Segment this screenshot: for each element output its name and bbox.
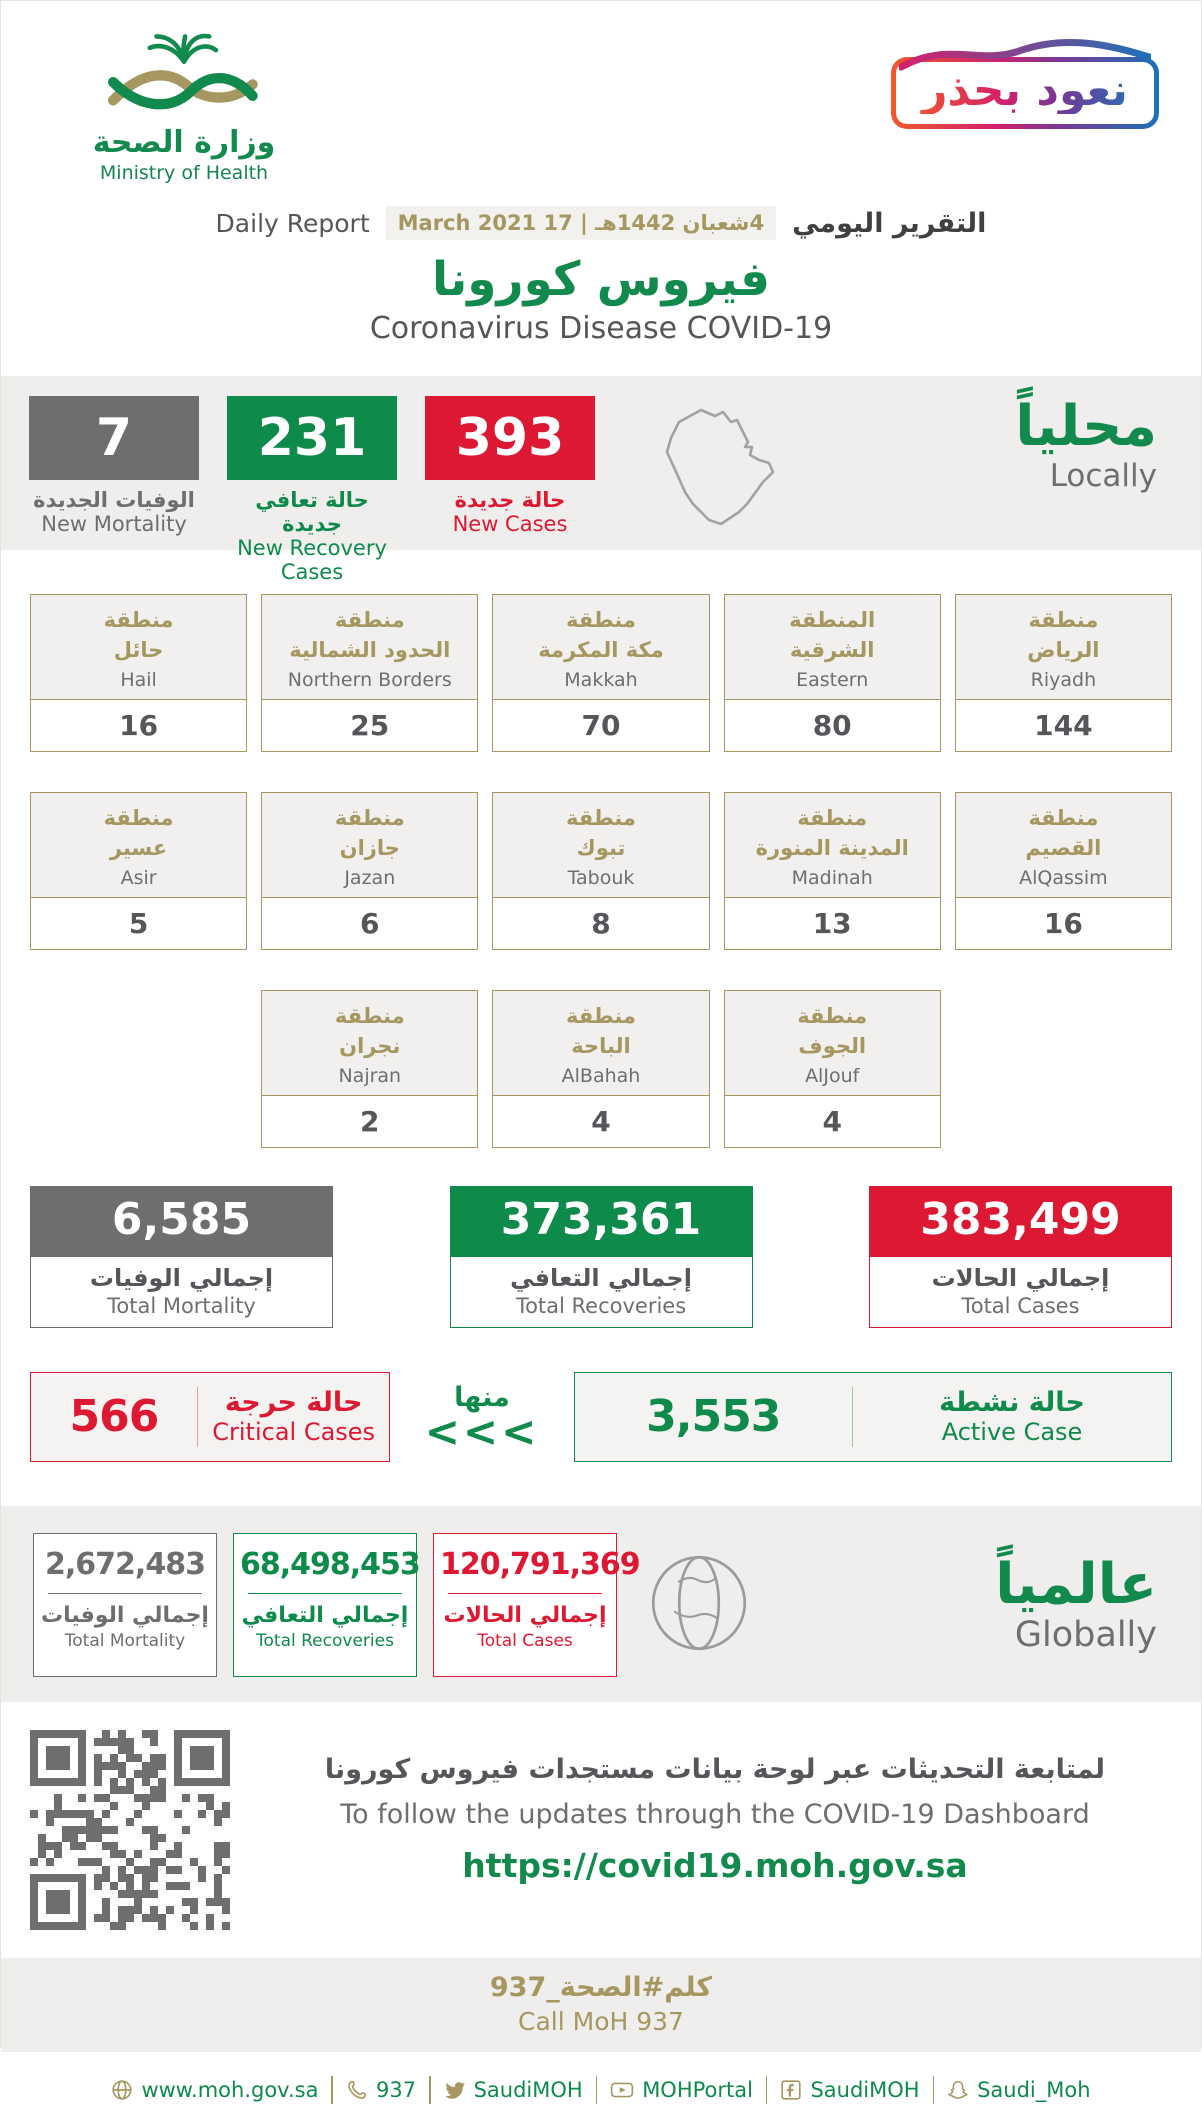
region-header xyxy=(956,793,1171,898)
total-label-english: Total Cases xyxy=(961,1293,1080,1318)
region-name-arabic-line2: الباحة xyxy=(571,1034,631,1059)
footer-item-text: SaudiMOH xyxy=(473,2077,583,2102)
region-box xyxy=(261,990,478,1148)
footer-separator xyxy=(596,2076,598,2104)
footer-separator xyxy=(766,2076,768,2104)
total-labels xyxy=(30,1257,333,1328)
region-name-english: Asir xyxy=(120,866,157,889)
active-cases-value: 3,553 xyxy=(646,1391,781,1443)
new-stat-value: 231 xyxy=(227,396,397,480)
page-title-arabic: فيروس كورونا xyxy=(432,252,770,307)
total-labels xyxy=(869,1257,1172,1328)
region-header xyxy=(725,991,940,1096)
globally-title-arabic: عالمياً xyxy=(995,1551,1157,1617)
region-new-cases-value: 13 xyxy=(812,906,852,940)
footer-item-937[interactable] xyxy=(346,2078,416,2102)
badge-text: نعود بحذر xyxy=(906,68,1144,114)
region-header xyxy=(262,991,477,1096)
region-box xyxy=(30,792,247,950)
total-box xyxy=(450,1186,753,1328)
total-label-arabic: إجمالي الحالات xyxy=(931,1263,1110,1292)
region-new-cases-value: 16 xyxy=(119,708,159,742)
footer-separator xyxy=(933,2076,935,2104)
total-label-arabic: إجمالي التعافي xyxy=(510,1263,692,1292)
locally-title xyxy=(1015,396,1157,494)
region-header xyxy=(262,793,477,898)
region-name-english: Tabouk xyxy=(567,866,635,889)
globally-title xyxy=(995,1551,1157,1656)
facebook-icon xyxy=(780,2079,802,2101)
global-total-label-english: Total Mortality xyxy=(64,1631,186,1652)
locally-new-stats xyxy=(29,396,623,584)
total-value: 383,499 xyxy=(869,1186,1172,1257)
global-totals xyxy=(33,1533,640,1677)
region-new-cases-value: 4 xyxy=(822,1104,842,1138)
divider xyxy=(248,1593,402,1595)
region-name-arabic-line2: الرياض xyxy=(1027,638,1100,663)
footer-item-text: SaudiMOH xyxy=(810,2077,920,2102)
region-name-arabic-line1: منطقة xyxy=(334,805,405,830)
region-new-cases-value: 4 xyxy=(591,1104,611,1138)
logo-title-english: Ministry of Health xyxy=(99,162,269,184)
global-total-label-arabic: إجمالي التعافي xyxy=(241,1603,409,1629)
logo-title-arabic: وزارة الصحة xyxy=(92,125,276,160)
region-name-arabic-line2: الجوف xyxy=(798,1034,867,1059)
new-stat-box xyxy=(29,396,199,584)
total-label-english: Total Mortality xyxy=(107,1293,256,1318)
divider xyxy=(448,1593,602,1595)
region-name-arabic-line2: عسير xyxy=(109,836,168,861)
global-total-box xyxy=(33,1533,217,1677)
region-name-arabic-line2: الحدود الشمالية xyxy=(289,638,451,663)
region-name-english: Madinah xyxy=(791,866,873,889)
phone-icon xyxy=(346,2079,368,2101)
region-name-arabic-line2: مكة المكرمة xyxy=(538,638,664,663)
call-moh-english: Call MoH 937 xyxy=(518,2006,684,2036)
locally-section xyxy=(1,376,1201,584)
global-total-value: 2,672,483 xyxy=(45,1546,205,1582)
globe-icon xyxy=(647,1551,751,1659)
region-name-arabic-line1: منطقة xyxy=(103,608,174,632)
header xyxy=(1,1,1201,184)
dashboard-section xyxy=(30,1730,1172,1930)
local-totals xyxy=(30,1186,1172,1328)
saudi-map-icon xyxy=(631,400,806,539)
globally-section xyxy=(1,1506,1201,1702)
report-line xyxy=(1,206,1201,240)
badge-swoosh-icon xyxy=(899,31,1151,75)
region-new-cases-value: 144 xyxy=(1034,708,1093,742)
footer-item-text: www.moh.gov.sa xyxy=(141,2077,319,2102)
region-box xyxy=(261,792,478,950)
locally-title-arabic: محلياً xyxy=(1015,394,1157,459)
region-box xyxy=(261,594,478,752)
region-name-arabic-line2: جازان xyxy=(339,836,400,861)
region-new-cases-value: 16 xyxy=(1043,906,1083,940)
page-title-english: Coronavirus Disease COVID-19 xyxy=(369,311,833,346)
youtube-icon xyxy=(610,2079,634,2101)
region-name-english: AlQassim xyxy=(1019,866,1108,889)
qr-code xyxy=(30,1730,230,1930)
region-new-cases-value: 8 xyxy=(591,906,611,940)
region-box xyxy=(492,792,709,950)
global-total-box xyxy=(433,1533,640,1677)
total-labels xyxy=(450,1257,753,1328)
snapchat-icon xyxy=(947,2079,969,2101)
region-name-arabic-line1: منطقة xyxy=(797,805,868,830)
new-stat-box xyxy=(425,396,595,584)
region-header xyxy=(493,793,708,898)
global-total-value: 120,791,369 xyxy=(440,1546,640,1582)
new-stat-value: 393 xyxy=(425,396,595,480)
region-name-arabic-line1: منطقة xyxy=(566,608,636,632)
call-moh-band xyxy=(1,1958,1201,2052)
region-name-arabic-line2: تبوك xyxy=(576,836,626,861)
new-stat-label-english: New Recovery Cases xyxy=(237,536,387,584)
twitter-icon xyxy=(444,2079,466,2101)
region-name-arabic-line2: حائل xyxy=(113,638,164,663)
new-stat-label-english: New Mortality xyxy=(41,512,187,536)
new-stat-label-arabic: حالة جديدة xyxy=(454,488,566,512)
region-name-arabic-line1: منطقة xyxy=(566,805,636,830)
divider xyxy=(48,1593,202,1595)
region-box xyxy=(955,594,1172,752)
of-which-indicator xyxy=(402,1382,562,1457)
dashboard-line-english: To follow the updates through the COVID-19 Dashboard xyxy=(340,1798,1090,1830)
return-with-caution-badge xyxy=(891,57,1159,129)
region-new-cases-value: 80 xyxy=(812,708,852,742)
region-name-english: Jazan xyxy=(344,866,396,889)
region-box xyxy=(30,594,247,752)
active-cases-label-english: Active Case xyxy=(941,1418,1083,1447)
left-arrows-icon: <<< xyxy=(424,1407,540,1457)
call-moh-arabic: كلم#الصحة_937 xyxy=(489,1971,713,2003)
region-name-arabic-line1: منطقة xyxy=(103,805,174,830)
critical-cases-box xyxy=(30,1372,390,1462)
region-header xyxy=(31,595,246,700)
region-name-arabic-line1: منطقة xyxy=(334,608,405,632)
critical-active-row xyxy=(30,1372,1172,1462)
critical-cases-label-arabic: حالة حرجة xyxy=(224,1387,363,1419)
footer-item-saudimoh[interactable] xyxy=(444,2078,583,2102)
global-total-label-arabic: إجمالي الحالات xyxy=(443,1603,607,1629)
region-name-arabic-line1: المنطقة xyxy=(789,608,876,632)
footer-item-text: MOHPortal xyxy=(642,2077,753,2102)
moh-logo-mark-icon xyxy=(104,27,264,119)
region-new-cases-value: 70 xyxy=(581,708,621,742)
region-name-english: Hail xyxy=(120,668,157,691)
total-box xyxy=(30,1186,333,1328)
region-box xyxy=(724,594,941,752)
footer-item-saudimoh[interactable] xyxy=(780,2078,919,2102)
new-stat-label-arabic: حالة تعافي جديدة xyxy=(255,488,369,536)
region-name-arabic-line1: منطقة xyxy=(1028,608,1099,632)
dashboard-url-link[interactable]: https://covid19.moh.gov.sa xyxy=(462,1845,968,1885)
region-name-arabic-line2: الشرقية xyxy=(789,638,875,663)
region-name-english: Eastern xyxy=(796,668,869,691)
total-label-arabic: إجمالي الوفيات xyxy=(89,1263,274,1292)
region-header xyxy=(725,793,940,898)
region-name-arabic-line2: القصيم xyxy=(1025,836,1102,861)
total-label-english: Total Recoveries xyxy=(515,1293,687,1318)
global-total-label-english: Total Cases xyxy=(477,1631,573,1652)
daily-report-label: Daily Report xyxy=(215,208,370,238)
daily-report-label-arabic: التقرير اليومي xyxy=(792,207,987,239)
footer-separator xyxy=(331,2076,333,2104)
region-name-english: AlJouf xyxy=(805,1064,860,1087)
new-stat-box xyxy=(227,396,397,584)
new-stat-label-english: New Cases xyxy=(452,512,568,536)
new-stat-value: 7 xyxy=(29,396,199,480)
region-name-english: Najran xyxy=(338,1064,402,1087)
region-name-arabic-line2: نجران xyxy=(339,1034,401,1059)
region-header xyxy=(31,793,246,898)
regions-grid xyxy=(30,594,1172,1148)
total-box xyxy=(869,1186,1172,1328)
region-new-cases-value: 25 xyxy=(350,708,390,742)
region-name-arabic-line1: منطقة xyxy=(334,1003,405,1028)
region-box xyxy=(955,792,1172,950)
region-header xyxy=(956,595,1171,700)
region-box xyxy=(492,594,709,752)
moh-logo xyxy=(79,27,289,184)
region-new-cases-value: 6 xyxy=(360,906,380,940)
report-date: 4شعبان 1442هـ | 17 March 2021 xyxy=(386,206,776,240)
region-header xyxy=(262,595,477,700)
global-total-value: 68,498,453 xyxy=(240,1546,420,1582)
region-name-arabic-line1: منطقة xyxy=(566,1003,636,1028)
footer-item-www.moh.gov.sa[interactable] xyxy=(111,2078,318,2102)
critical-cases-label-english: Critical Cases xyxy=(212,1418,376,1447)
region-new-cases-value: 2 xyxy=(360,1104,380,1138)
region-new-cases-value: 5 xyxy=(128,906,149,940)
of-which-label: منها xyxy=(454,1382,510,1414)
region-header xyxy=(493,991,708,1096)
total-value: 373,361 xyxy=(450,1186,753,1257)
region-box xyxy=(724,990,941,1148)
region-name-english: AlBahah xyxy=(561,1064,641,1087)
globally-title-english: Globally xyxy=(1014,1615,1157,1656)
locally-title-english: Locally xyxy=(1049,457,1157,494)
region-name-arabic-line1: منطقة xyxy=(797,1003,868,1028)
active-cases-label-arabic: حالة نشطة xyxy=(939,1387,1085,1419)
region-header xyxy=(725,595,940,700)
region-box xyxy=(724,792,941,950)
global-total-label-arabic: إجمالي الوفيات xyxy=(41,1603,209,1629)
footer-item-saudi_moh[interactable] xyxy=(947,2078,1090,2102)
region-header xyxy=(493,595,708,700)
total-value: 6,585 xyxy=(30,1186,333,1257)
footer-item-text: Saudi_Moh xyxy=(977,2077,1091,2102)
global-total-box xyxy=(233,1533,420,1677)
region-name-english: Riyadh xyxy=(1030,668,1097,691)
footer-separator xyxy=(429,2076,431,2104)
dashboard-line-arabic: لمتابعة التحديثات عبر لوحة بيانات مستجدات فيروس كورونا xyxy=(324,1753,1106,1785)
footer-contacts xyxy=(1,2076,1201,2104)
globe-icon xyxy=(111,2079,133,2101)
active-cases-box xyxy=(574,1372,1172,1462)
footer-item-mohportal[interactable] xyxy=(610,2078,753,2102)
global-total-label-english: Total Recoveries xyxy=(256,1631,394,1652)
region-box xyxy=(492,990,709,1148)
footer-item-text: 937 xyxy=(375,2077,417,2102)
region-name-english: Northern Borders xyxy=(287,668,452,691)
region-name-arabic-line1: منطقة xyxy=(1028,805,1099,830)
new-stat-label-arabic: الوفيات الجديدة xyxy=(33,488,195,512)
region-name-arabic-line2: المدينة المنورة xyxy=(755,836,909,861)
region-name-english: Makkah xyxy=(564,668,638,691)
critical-cases-value: 566 xyxy=(69,1391,159,1443)
